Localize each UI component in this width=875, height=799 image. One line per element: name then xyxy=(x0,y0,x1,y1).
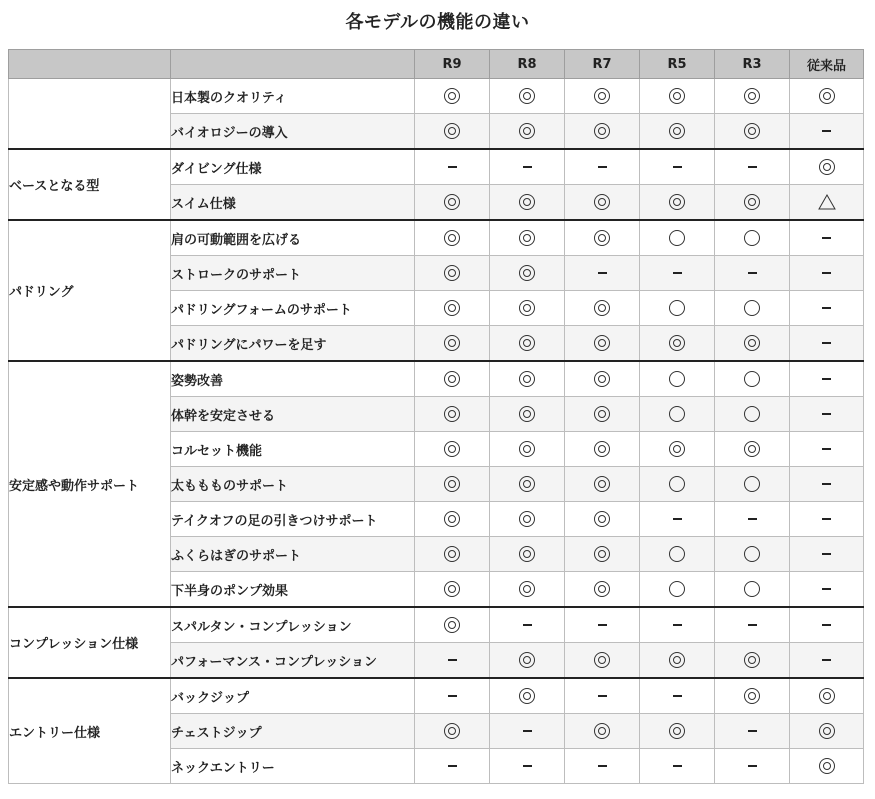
dash-icon xyxy=(822,272,831,274)
mark-cell xyxy=(715,220,790,256)
circle-icon xyxy=(669,300,685,316)
mark-cell xyxy=(790,607,864,643)
feature-cell: 太ももものサポート xyxy=(171,467,415,502)
mark-cell xyxy=(490,678,565,714)
mark-cell xyxy=(490,467,565,502)
dash-icon xyxy=(822,342,831,344)
dash-icon xyxy=(448,659,457,661)
double-circle-icon xyxy=(594,476,610,492)
dash-icon xyxy=(822,378,831,380)
table-row xyxy=(9,678,864,714)
mark-cell xyxy=(490,607,565,643)
double-circle-icon xyxy=(744,652,760,668)
circle-icon xyxy=(744,581,760,597)
double-circle-icon xyxy=(594,546,610,562)
header-cell-r9: R9 xyxy=(415,50,490,79)
header-cell-r7: R7 xyxy=(565,50,640,79)
mark-cell xyxy=(790,256,864,291)
mark-cell xyxy=(790,432,864,467)
mark-cell xyxy=(565,432,640,467)
category-cell: 安定感や動作サポート xyxy=(9,361,171,607)
mark-cell xyxy=(640,467,715,502)
mark-cell xyxy=(790,79,864,114)
mark-cell xyxy=(640,537,715,572)
double-circle-icon xyxy=(669,123,685,139)
mark-cell xyxy=(490,572,565,608)
dash-icon xyxy=(822,237,831,239)
mark-cell xyxy=(790,149,864,185)
mark-cell xyxy=(640,114,715,150)
double-circle-icon xyxy=(819,688,835,704)
feature-cell: 肩の可動範囲を広げる xyxy=(171,220,415,256)
mark-cell xyxy=(715,149,790,185)
mark-cell xyxy=(490,397,565,432)
category-cell: ベースとなる型 xyxy=(9,149,171,220)
mark-cell xyxy=(790,291,864,326)
circle-icon xyxy=(669,371,685,387)
dash-icon xyxy=(598,695,607,697)
triangle-icon xyxy=(818,194,836,210)
mark-cell xyxy=(415,572,490,608)
double-circle-icon xyxy=(444,441,460,457)
double-circle-icon xyxy=(744,123,760,139)
mark-cell xyxy=(565,572,640,608)
double-circle-icon xyxy=(594,511,610,527)
mark-cell xyxy=(565,256,640,291)
page-title: 各モデルの機能の違い xyxy=(345,12,530,33)
dash-icon xyxy=(822,588,831,590)
dash-icon xyxy=(598,765,607,767)
double-circle-icon xyxy=(444,406,460,422)
mark-cell xyxy=(415,185,490,221)
mark-cell xyxy=(640,326,715,362)
header-row xyxy=(9,50,864,79)
mark-cell xyxy=(790,537,864,572)
mark-cell xyxy=(640,432,715,467)
mark-cell xyxy=(415,502,490,537)
double-circle-icon xyxy=(444,617,460,633)
mark-cell xyxy=(415,432,490,467)
mark-cell xyxy=(640,256,715,291)
mark-cell xyxy=(640,185,715,221)
header-cell-previous-model: 従来品 xyxy=(790,50,864,79)
double-circle-icon xyxy=(594,123,610,139)
double-circle-icon xyxy=(819,159,835,175)
dash-icon xyxy=(822,413,831,415)
double-circle-icon xyxy=(744,88,760,104)
mark-cell xyxy=(415,678,490,714)
double-circle-icon xyxy=(519,300,535,316)
mark-cell xyxy=(415,291,490,326)
mark-cell xyxy=(715,749,790,784)
dash-icon xyxy=(822,659,831,661)
mark-cell xyxy=(565,643,640,679)
feature-cell: 体幹を安定させる xyxy=(171,397,415,432)
mark-cell xyxy=(415,467,490,502)
double-circle-icon xyxy=(519,441,535,457)
double-circle-icon xyxy=(669,335,685,351)
double-circle-icon xyxy=(519,371,535,387)
circle-icon xyxy=(669,476,685,492)
double-circle-icon xyxy=(444,123,460,139)
feature-cell: ネックエントリー xyxy=(171,749,415,784)
mark-cell xyxy=(790,326,864,362)
header-cell-feature xyxy=(171,50,415,79)
mark-cell xyxy=(715,397,790,432)
feature-cell: バックジップ xyxy=(171,678,415,714)
double-circle-icon xyxy=(819,758,835,774)
mark-cell xyxy=(415,114,490,150)
double-circle-icon xyxy=(594,371,610,387)
mark-cell xyxy=(565,502,640,537)
double-circle-icon xyxy=(819,723,835,739)
dash-icon xyxy=(673,695,682,697)
mark-cell xyxy=(640,714,715,749)
mark-cell xyxy=(415,220,490,256)
mark-cell xyxy=(790,185,864,221)
mark-cell xyxy=(565,537,640,572)
feature-cell: チェストジップ xyxy=(171,714,415,749)
dash-icon xyxy=(598,624,607,626)
double-circle-icon xyxy=(519,88,535,104)
dash-icon xyxy=(523,765,532,767)
mark-cell xyxy=(565,220,640,256)
feature-cell: パフォーマンス・コンプレッション xyxy=(171,643,415,679)
mark-cell xyxy=(715,79,790,114)
dash-icon xyxy=(748,624,757,626)
dash-icon xyxy=(748,272,757,274)
mark-cell xyxy=(490,643,565,679)
double-circle-icon xyxy=(819,88,835,104)
double-circle-icon xyxy=(519,476,535,492)
mark-cell xyxy=(640,572,715,608)
double-circle-icon xyxy=(519,194,535,210)
mark-cell xyxy=(415,643,490,679)
feature-cell: パドリングフォームのサポート xyxy=(171,291,415,326)
table-row xyxy=(9,149,864,185)
double-circle-icon xyxy=(444,581,460,597)
double-circle-icon xyxy=(744,335,760,351)
mark-cell xyxy=(415,79,490,114)
mark-cell xyxy=(490,749,565,784)
dash-icon xyxy=(673,765,682,767)
dash-icon xyxy=(598,272,607,274)
mark-cell xyxy=(640,220,715,256)
double-circle-icon xyxy=(444,476,460,492)
double-circle-icon xyxy=(444,511,460,527)
double-circle-icon xyxy=(594,300,610,316)
mark-cell xyxy=(565,361,640,397)
mark-cell xyxy=(640,361,715,397)
mark-cell xyxy=(790,678,864,714)
dash-icon xyxy=(673,166,682,168)
dash-icon xyxy=(822,130,831,132)
mark-cell xyxy=(415,326,490,362)
mark-cell xyxy=(490,79,565,114)
mark-cell xyxy=(640,291,715,326)
mark-cell xyxy=(490,114,565,150)
dash-icon xyxy=(673,272,682,274)
mark-cell xyxy=(490,502,565,537)
circle-icon xyxy=(669,230,685,246)
mark-cell xyxy=(415,397,490,432)
mark-cell xyxy=(565,749,640,784)
mark-cell xyxy=(490,537,565,572)
feature-cell: ふくらはぎのサポート xyxy=(171,537,415,572)
circle-icon xyxy=(744,406,760,422)
double-circle-icon xyxy=(744,441,760,457)
mark-cell xyxy=(715,643,790,679)
header-cell-r3: R3 xyxy=(715,50,790,79)
mark-cell xyxy=(715,291,790,326)
mark-cell xyxy=(715,572,790,608)
table-row xyxy=(9,607,864,643)
dash-icon xyxy=(822,553,831,555)
dash-icon xyxy=(448,166,457,168)
circle-icon xyxy=(744,371,760,387)
double-circle-icon xyxy=(444,335,460,351)
mark-cell xyxy=(640,607,715,643)
dash-icon xyxy=(822,483,831,485)
mark-cell xyxy=(565,185,640,221)
mark-cell xyxy=(790,572,864,608)
feature-cell: パドリングにパワーを足す xyxy=(171,326,415,362)
mark-cell xyxy=(640,79,715,114)
mark-cell xyxy=(490,714,565,749)
double-circle-icon xyxy=(444,546,460,562)
dash-icon xyxy=(822,307,831,309)
double-circle-icon xyxy=(519,546,535,562)
mark-cell xyxy=(415,256,490,291)
double-circle-icon xyxy=(519,652,535,668)
mark-cell xyxy=(640,149,715,185)
circle-icon xyxy=(744,230,760,246)
mark-cell xyxy=(640,678,715,714)
double-circle-icon xyxy=(594,194,610,210)
circle-icon xyxy=(669,406,685,422)
circle-icon xyxy=(744,546,760,562)
double-circle-icon xyxy=(594,723,610,739)
mark-cell xyxy=(715,537,790,572)
mark-cell xyxy=(640,643,715,679)
double-circle-icon xyxy=(519,511,535,527)
double-circle-icon xyxy=(669,652,685,668)
double-circle-icon xyxy=(744,688,760,704)
double-circle-icon xyxy=(519,123,535,139)
table-row xyxy=(9,79,864,114)
double-circle-icon xyxy=(519,230,535,246)
circle-icon xyxy=(669,581,685,597)
mark-cell xyxy=(415,361,490,397)
category-cell xyxy=(9,79,171,150)
double-circle-icon xyxy=(519,406,535,422)
mark-cell xyxy=(640,749,715,784)
double-circle-icon xyxy=(444,194,460,210)
circle-icon xyxy=(669,546,685,562)
dash-icon xyxy=(673,518,682,520)
mark-cell xyxy=(715,185,790,221)
mark-cell xyxy=(565,607,640,643)
feature-cell: ストロークのサポート xyxy=(171,256,415,291)
dash-icon xyxy=(523,624,532,626)
feature-cell: 下半身のポンプ効果 xyxy=(171,572,415,608)
double-circle-icon xyxy=(669,88,685,104)
feature-cell: テイクオフの足の引きつけサポート xyxy=(171,502,415,537)
double-circle-icon xyxy=(519,581,535,597)
dash-icon xyxy=(523,730,532,732)
mark-cell xyxy=(415,607,490,643)
double-circle-icon xyxy=(594,581,610,597)
circle-icon xyxy=(744,300,760,316)
double-circle-icon xyxy=(744,194,760,210)
mark-cell xyxy=(790,502,864,537)
double-circle-icon xyxy=(669,441,685,457)
circle-icon xyxy=(744,476,760,492)
double-circle-icon xyxy=(594,88,610,104)
dash-icon xyxy=(673,624,682,626)
feature-cell: コルセット機能 xyxy=(171,432,415,467)
double-circle-icon xyxy=(594,230,610,246)
double-circle-icon xyxy=(444,88,460,104)
double-circle-icon xyxy=(669,194,685,210)
mark-cell xyxy=(715,607,790,643)
mark-cell xyxy=(790,397,864,432)
mark-cell xyxy=(565,114,640,150)
feature-cell: 姿勢改善 xyxy=(171,361,415,397)
dash-icon xyxy=(523,166,532,168)
dash-icon xyxy=(748,166,757,168)
double-circle-icon xyxy=(669,723,685,739)
mark-cell xyxy=(415,537,490,572)
header-cell-r8: R8 xyxy=(490,50,565,79)
dash-icon xyxy=(748,765,757,767)
mark-cell xyxy=(640,397,715,432)
mark-cell xyxy=(565,149,640,185)
mark-cell xyxy=(490,256,565,291)
mark-cell xyxy=(490,326,565,362)
mark-cell xyxy=(490,185,565,221)
mark-cell xyxy=(415,714,490,749)
mark-cell xyxy=(790,467,864,502)
mark-cell xyxy=(565,714,640,749)
dash-icon xyxy=(448,695,457,697)
double-circle-icon xyxy=(519,335,535,351)
dash-icon xyxy=(822,448,831,450)
mark-cell xyxy=(490,432,565,467)
mark-cell xyxy=(490,220,565,256)
comparison-table xyxy=(8,49,864,784)
header-cell-r5: R5 xyxy=(640,50,715,79)
double-circle-icon xyxy=(519,265,535,281)
mark-cell xyxy=(715,432,790,467)
feature-cell: ダイビング仕様 xyxy=(171,149,415,185)
mark-cell xyxy=(490,361,565,397)
dash-icon xyxy=(598,166,607,168)
double-circle-icon xyxy=(444,723,460,739)
header-cell-category xyxy=(9,50,171,79)
table-row xyxy=(9,361,864,397)
dash-icon xyxy=(822,518,831,520)
mark-cell xyxy=(490,149,565,185)
mark-cell xyxy=(565,467,640,502)
table-row xyxy=(9,220,864,256)
mark-cell xyxy=(790,643,864,679)
dash-icon xyxy=(448,765,457,767)
mark-cell xyxy=(565,291,640,326)
double-circle-icon xyxy=(444,265,460,281)
feature-cell: スパルタン・コンプレッション xyxy=(171,607,415,643)
mark-cell xyxy=(715,678,790,714)
mark-cell xyxy=(640,502,715,537)
double-circle-icon xyxy=(519,688,535,704)
feature-cell: バイオロジーの導入 xyxy=(171,114,415,150)
mark-cell xyxy=(790,361,864,397)
mark-cell xyxy=(565,79,640,114)
dash-icon xyxy=(748,730,757,732)
double-circle-icon xyxy=(594,335,610,351)
feature-cell: 日本製のクオリティ xyxy=(171,79,415,114)
mark-cell xyxy=(715,502,790,537)
dash-icon xyxy=(822,624,831,626)
double-circle-icon xyxy=(444,371,460,387)
mark-cell xyxy=(715,114,790,150)
mark-cell xyxy=(790,220,864,256)
mark-cell xyxy=(415,749,490,784)
mark-cell xyxy=(415,149,490,185)
double-circle-icon xyxy=(444,230,460,246)
mark-cell xyxy=(565,326,640,362)
double-circle-icon xyxy=(594,441,610,457)
double-circle-icon xyxy=(594,652,610,668)
mark-cell xyxy=(715,361,790,397)
mark-cell xyxy=(715,714,790,749)
mark-cell xyxy=(490,291,565,326)
double-circle-icon xyxy=(594,406,610,422)
category-cell: エントリー仕様 xyxy=(9,678,171,784)
mark-cell xyxy=(790,714,864,749)
mark-cell xyxy=(715,467,790,502)
mark-cell xyxy=(790,114,864,150)
category-cell: パドリング xyxy=(9,220,171,361)
mark-cell xyxy=(565,678,640,714)
feature-cell: スイム仕様 xyxy=(171,185,415,221)
mark-cell xyxy=(715,326,790,362)
mark-cell xyxy=(790,749,864,784)
mark-cell xyxy=(565,397,640,432)
category-cell: コンプレッション仕様 xyxy=(9,607,171,678)
mark-cell xyxy=(715,256,790,291)
dash-icon xyxy=(748,518,757,520)
double-circle-icon xyxy=(444,300,460,316)
